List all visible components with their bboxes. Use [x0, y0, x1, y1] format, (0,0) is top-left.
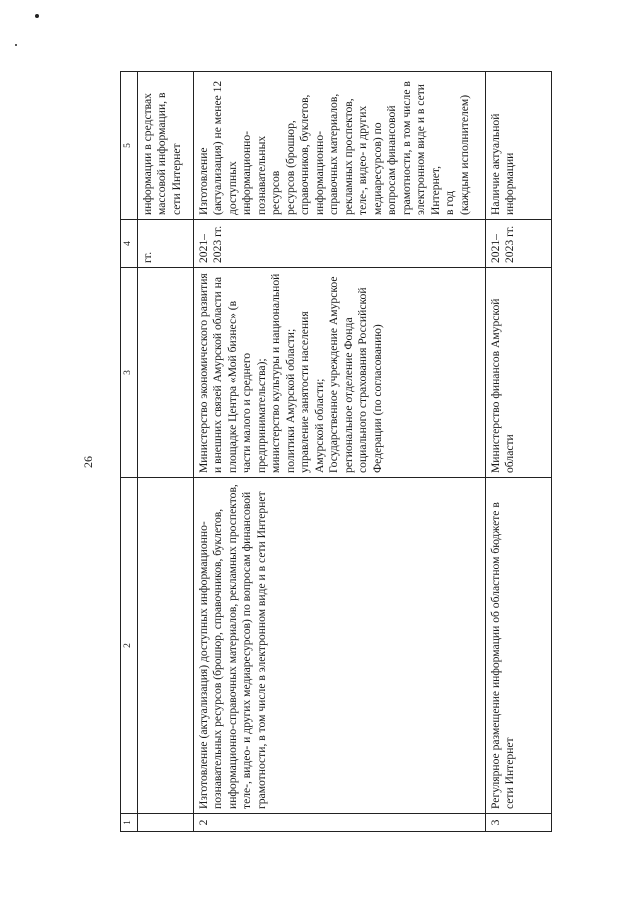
measures-table: [120, 71, 552, 832]
result-cell: информации в средствах массовой информации, в сети Интернет: [137, 72, 193, 220]
table-row: [193, 72, 485, 832]
row-number: 3: [485, 814, 551, 832]
measure-cell: Изготовление (актуализация) доступных информационно-познавательных ресурсов (брошюр, справочников, буклетов, информационно-справочных материалов, рекламных проспектов, теле-, видео- и других медиаресурсов) по вопросам финансовой грамотности, в том числе в электронном виде и в сети Интернет: [193, 478, 485, 814]
column-number-row: [121, 72, 138, 832]
row-number: [137, 814, 193, 832]
result-cell: Наличие актуальной информации: [485, 72, 551, 220]
column-number: 3: [121, 268, 138, 478]
column-number: 4: [121, 220, 138, 268]
executors-cell: [137, 268, 193, 478]
result-cell: Изготовление (актуализация) не менее 12 доступных информационно- познавательных ресурсов ресурсов (брошюр, справочников, буклетов, информационно-справочных материалов, рекламных проспектов, теле-, видео- и других медиаресурсов) по вопросам финансовой грамотности, в том числе в электронном виде и в сети Интернет, в год (каждым исполнителем): [193, 72, 485, 220]
scan-speck: [15, 44, 17, 46]
page-number: 26: [81, 456, 95, 468]
table-wrapper: [120, 72, 548, 832]
period-cell: 2021–2023 гг.: [193, 220, 485, 268]
scan-speck: [35, 14, 39, 18]
column-number: 2: [121, 478, 138, 814]
column-number: 1: [121, 814, 138, 832]
table-row: [485, 72, 551, 832]
row-number: 2: [193, 814, 485, 832]
rotated-table: [120, 72, 548, 832]
column-number: 5: [121, 72, 138, 220]
executors-cell: Министерство финансов Амурской области: [485, 268, 551, 478]
measure-cell: Регулярное размещение информации об областном бюджете в сети Интернет: [485, 478, 551, 814]
period-cell: гг.: [137, 220, 193, 268]
continuation-row: [137, 72, 193, 832]
period-cell: 2021–2023 гг.: [485, 220, 551, 268]
measure-cell: [137, 478, 193, 814]
executors-cell: Министерство экономического развития и внешних связей Амурской области на площадке Центра «Мой бизнес» (в части малого и среднего предпринимательства); министерство культуры и национальной политики Амурской области; управление занятости населения Амурской области; Государственное учреждение Амурское региональное отделение Фонда социального страхования Российской Федерации (по согласованию): [193, 268, 485, 478]
